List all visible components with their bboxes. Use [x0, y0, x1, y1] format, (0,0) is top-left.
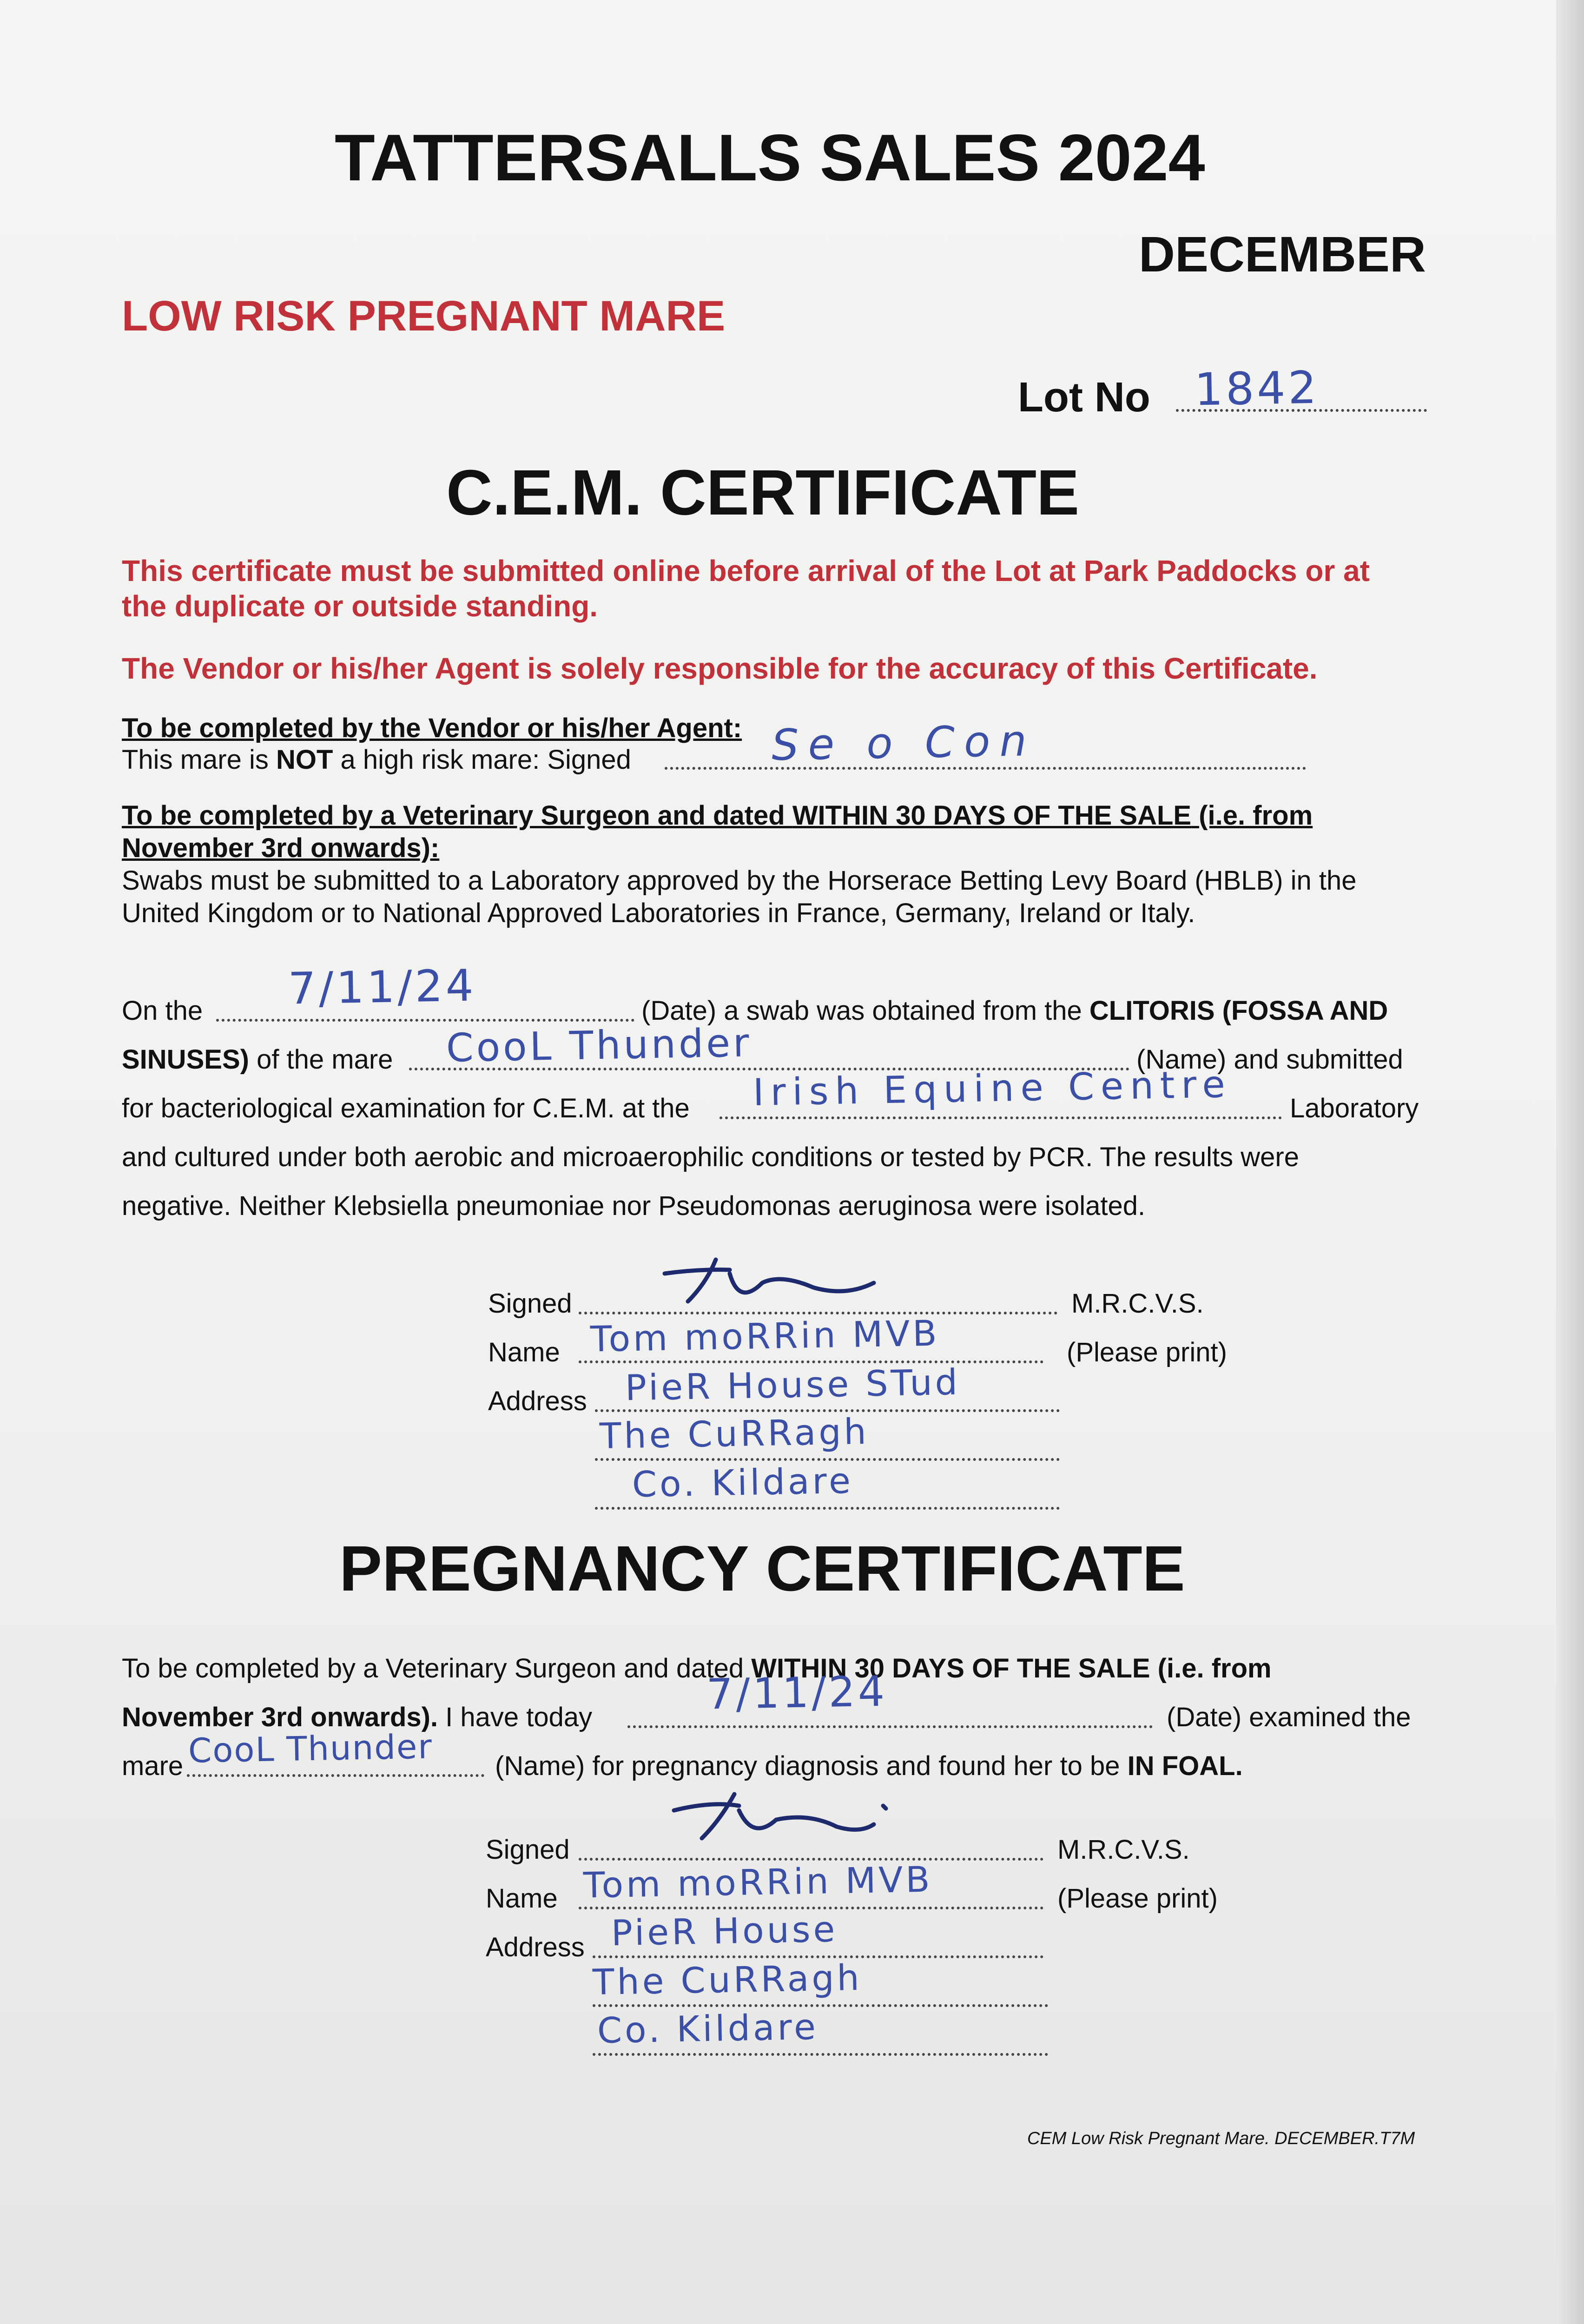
category-label: LOW RISK PREGNANT MARE	[122, 292, 726, 340]
pregnancy-mare-name: CooL Thunder	[188, 1727, 433, 1770]
lot-label: Lot No	[1018, 374, 1150, 421]
laboratory-line	[719, 1116, 1282, 1119]
vendor-signature-line	[665, 767, 1306, 770]
cem-address-3: Co. Kildare	[632, 1459, 854, 1505]
pregnancy-mare-label: mare	[122, 1751, 184, 1781]
cem-name-line	[579, 1360, 1043, 1363]
sinuses-text: SINUSES) of the mare	[122, 1044, 393, 1075]
cem-vet-name: Tom moRRin MVB	[590, 1312, 940, 1360]
cem-signed-label: Signed	[488, 1288, 572, 1319]
pregnancy-address-line-3	[593, 2053, 1048, 2056]
on-the-label: On the	[122, 996, 203, 1026]
swab-site-text: (Date) a swab was obtained from the CLITORIS (FOSSA AND	[641, 996, 1388, 1026]
sale-month: DECEMBER	[1139, 226, 1426, 282]
laboratory-label: Laboratory	[1290, 1093, 1419, 1123]
laboratory-name: Irish Equine Centre	[752, 1063, 1232, 1114]
vendor-heading: To be completed by the Vendor or his/her Agent:	[122, 713, 742, 743]
swab-date: 7/11/24	[288, 960, 477, 1015]
pregnancy-examined-text: (Date) examined the	[1167, 1702, 1411, 1732]
submission-notice: This certificate must be submitted online before arrival of the Lot at Park Paddocks or at the duplicate or outside standing.	[122, 554, 1370, 623]
pregnancy-address-line-2	[593, 2004, 1048, 2007]
vet-heading: To be completed by a Veterinary Surgeon and dated WITHIN 30 DAYS OF THE SALE (i.e. from November 3rd onwards):	[122, 800, 1313, 863]
paper-edge	[1556, 0, 1584, 2324]
negative-result-text: negative. Neither Klebsiella pneumoniae nor Pseudomonas aeruginosa were isolated.	[122, 1191, 1146, 1221]
pregnancy-address-1: PieR House	[611, 1908, 838, 1954]
pregnancy-address-label: Address	[486, 1932, 585, 1962]
cem-please-print: (Please print)	[1067, 1337, 1227, 1367]
pregnancy-vet-signature	[669, 1792, 892, 1852]
cem-mrcvs: M.R.C.V.S.	[1071, 1288, 1204, 1319]
pregnancy-vet-name: Tom moRRin MVB	[583, 1858, 933, 1906]
responsibility-notice: The Vendor or his/her Agent is solely responsible for the accuracy of this Certificate.	[122, 652, 1318, 685]
sales-title: TATTERSALLS SALES 2024	[335, 121, 1205, 195]
pregnancy-mrcvs: M.R.C.V.S.	[1057, 1835, 1190, 1865]
pregnancy-name-label: Name	[486, 1883, 558, 1914]
pregnancy-title: PREGNANCY CERTIFICATE	[339, 1533, 1185, 1604]
pregnancy-date-text: November 3rd onwards). I have today	[122, 1702, 593, 1732]
culture-text: and cultured under both aerobic and microaerophilic conditions or tested by PCR. The results were	[122, 1142, 1299, 1172]
pregnancy-please-print: (Please print)	[1057, 1883, 1218, 1914]
cem-address-2: The CuRRagh	[599, 1410, 870, 1457]
pregnancy-intro: To be completed by a Veterinary Surgeon and dated WITHIN 30 DAYS OF THE SALE (i.e. from	[122, 1653, 1272, 1684]
name-submitted-text: (Name) and submitted	[1136, 1044, 1403, 1075]
lab-prefix-text: for bacteriological examination for C.E.M. at the	[122, 1093, 690, 1123]
vendor-signature: Se o Con	[771, 716, 1036, 770]
pregnancy-address-3: Co. Kildare	[597, 2006, 819, 2052]
cem-mare-name: CooL Thunder	[446, 1020, 752, 1071]
pregnancy-address-2: The CuRRagh	[592, 1956, 863, 2003]
swab-date-line	[216, 1019, 634, 1022]
cem-vet-signature	[660, 1255, 883, 1320]
cem-address-line-3	[595, 1507, 1060, 1510]
form-code: CEM Low Risk Pregnant Mare. DECEMBER.T7M	[1027, 2129, 1415, 2148]
cem-address-1: PieR House STud	[625, 1361, 961, 1409]
cem-address-label: Address	[488, 1386, 587, 1416]
cem-title: C.E.M. CERTIFICATE	[446, 457, 1080, 528]
pregnancy-mare-line	[187, 1774, 484, 1777]
pregnancy-exam-date: 7/11/24	[706, 1667, 888, 1719]
cem-name-label: Name	[488, 1337, 560, 1367]
pregnancy-signed-label: Signed	[486, 1835, 570, 1865]
vendor-declaration: This mare is NOT a high risk mare: Signed	[122, 745, 631, 775]
pregnancy-result-text: (Name) for pregnancy diagnosis and found her to be IN FOAL.	[495, 1751, 1243, 1781]
lot-number: 1842	[1194, 361, 1320, 416]
pregnancy-date-line	[627, 1725, 1153, 1728]
swab-requirements: Swabs must be submitted to a Laboratory approved by the Horserace Betting Levy Board (HBLB) in the United Kingdom or to National Approved Laboratories in France, Germany, Ireland or Italy.	[122, 865, 1357, 928]
